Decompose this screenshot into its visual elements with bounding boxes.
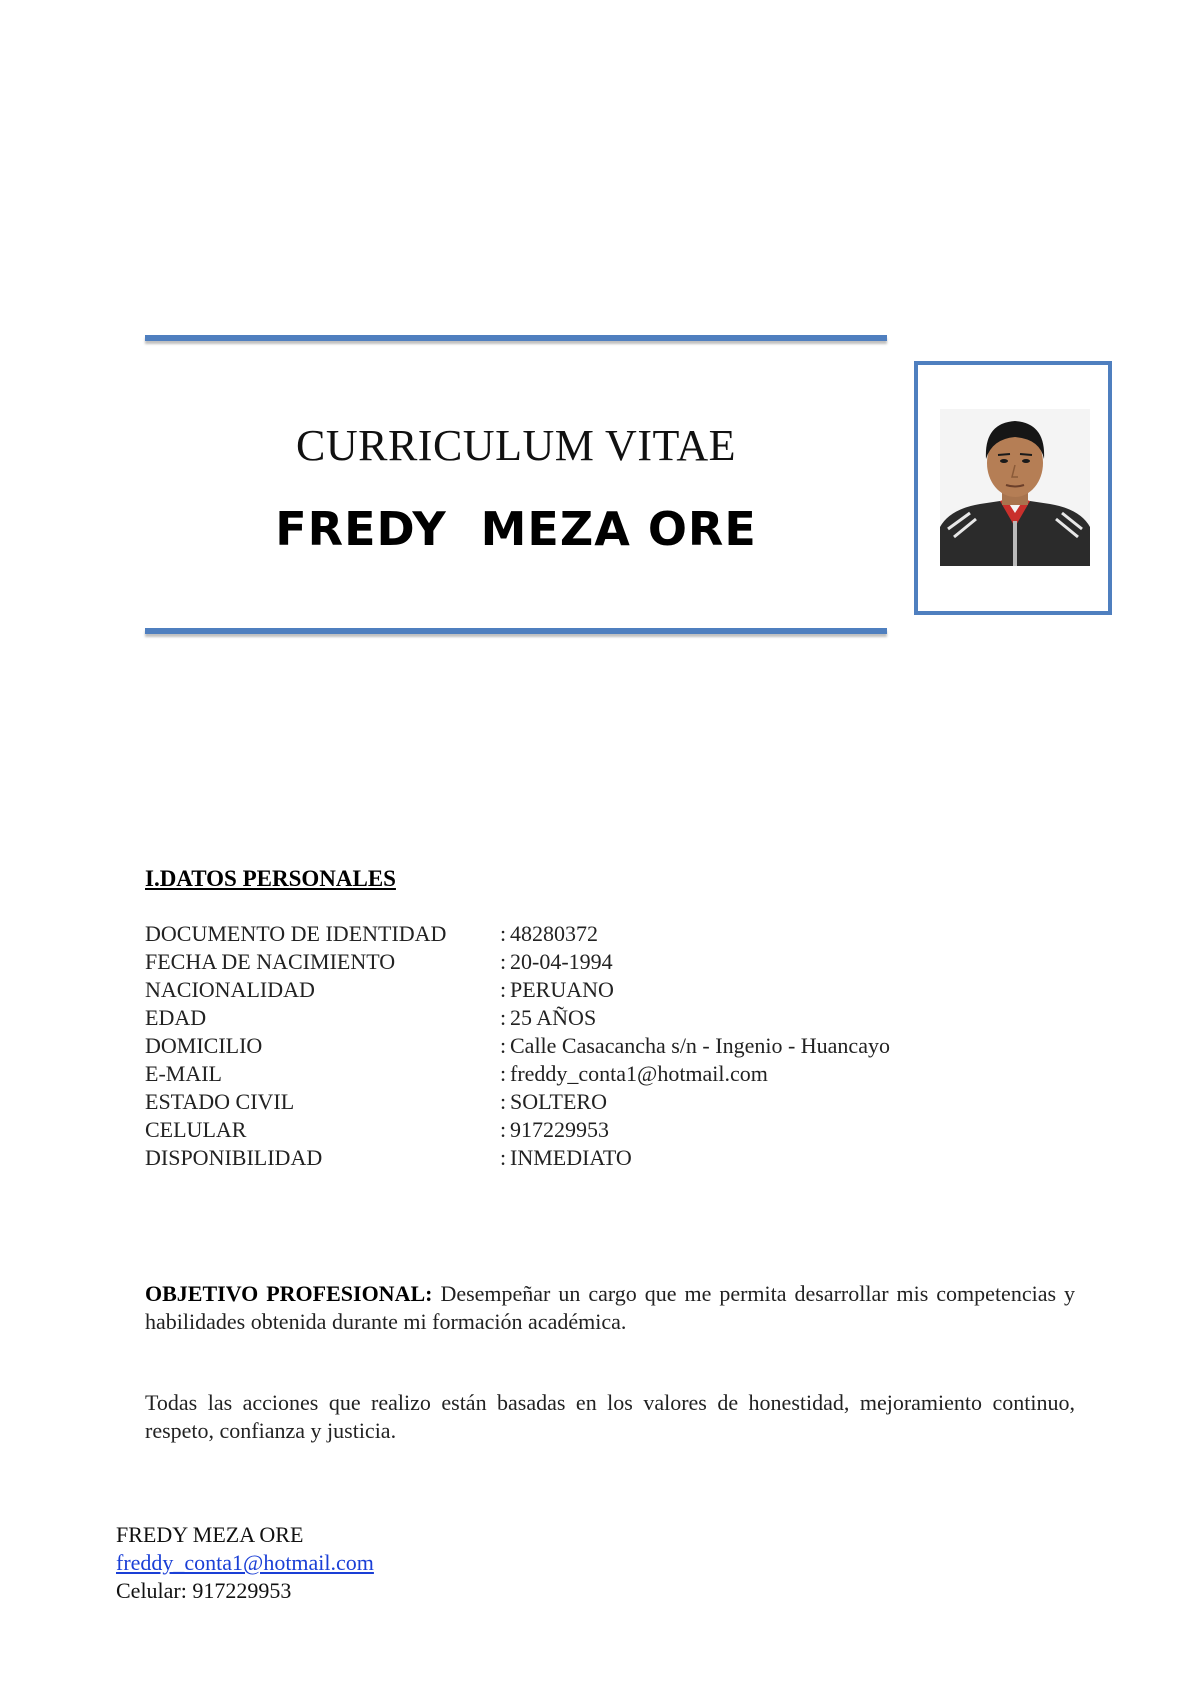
info-row-email	[145, 1060, 890, 1088]
objective-label: OBJETIVO PROFESIONAL:	[145, 1281, 433, 1306]
values-paragraph: Todas las acciones que realizo están basadas en los valores de honestidad, mejoramiento continuo, respeto, confianza y justicia.	[145, 1390, 1075, 1443]
info-separator: :	[500, 949, 507, 974]
footer-phone	[116, 1577, 374, 1605]
footer-phone-label: Celular:	[116, 1578, 187, 1603]
info-separator: :	[500, 1005, 507, 1030]
info-separator: :	[500, 977, 507, 1002]
info-label: DOCUMENTO DE IDENTIDAD	[145, 921, 447, 946]
info-row-age	[145, 1004, 890, 1032]
info-separator: :	[500, 1033, 507, 1058]
footer-name: FREDY MEZA ORE	[116, 1522, 304, 1547]
info-row-id-document	[145, 920, 890, 948]
document-title: CURRICULUM VITAE	[295, 421, 736, 470]
info-label: DISPONIBILIDAD	[145, 1145, 323, 1170]
info-label: E-MAIL	[145, 1061, 222, 1086]
personal-data-table	[145, 920, 890, 1172]
info-separator: :	[500, 1145, 507, 1170]
header-bottom-rule	[145, 628, 887, 634]
info-label: CELULAR	[145, 1117, 247, 1142]
footer-email-link[interactable]: freddy_conta1@hotmail.com	[116, 1550, 374, 1575]
info-row-nationality	[145, 976, 890, 1004]
candidate-name: FREDY MEZA ORE	[275, 502, 757, 556]
profile-photo	[940, 409, 1090, 566]
footer-phone-value: 917229953	[192, 1578, 292, 1603]
info-separator: :	[500, 1117, 507, 1142]
photo-frame	[914, 361, 1112, 615]
info-label: FECHA DE NACIMIENTO	[145, 949, 396, 974]
objective-paragraph	[145, 1280, 1075, 1336]
info-value: INMEDIATO	[510, 1145, 632, 1170]
info-label: ESTADO CIVIL	[145, 1089, 295, 1114]
info-label: DOMICILIO	[145, 1033, 263, 1058]
info-value: 48280372	[510, 921, 598, 946]
section-heading-personal-data: I.DATOS PERSONALES	[145, 866, 396, 891]
info-value: 20-04-1994	[510, 949, 613, 974]
info-separator: :	[500, 1061, 507, 1086]
footer-contact	[116, 1521, 374, 1605]
info-row-birth-date	[145, 948, 890, 976]
info-row-cellphone	[145, 1116, 890, 1144]
objective-text: Desempeñar un cargo que me permita desarrollar mis competencias y habilidades obtenida durante mi formación académica.	[145, 1281, 1075, 1334]
header-top-rule	[145, 335, 887, 341]
info-value: Calle Casacancha s/n - Ingenio - Huancayo	[510, 1033, 890, 1058]
info-row-marital-status	[145, 1088, 890, 1116]
info-row-address	[145, 1032, 890, 1060]
info-label: NACIONALIDAD	[145, 977, 315, 1002]
info-value: freddy_conta1@hotmail.com	[510, 1061, 768, 1086]
info-row-availability	[145, 1144, 890, 1172]
info-separator: :	[500, 921, 507, 946]
info-label: EDAD	[145, 1005, 207, 1030]
info-value: 25 AÑOS	[510, 1005, 597, 1030]
info-separator: :	[500, 1089, 507, 1114]
info-value: PERUANO	[510, 977, 614, 1002]
info-value: SOLTERO	[510, 1089, 607, 1114]
info-value: 917229953	[510, 1117, 609, 1142]
